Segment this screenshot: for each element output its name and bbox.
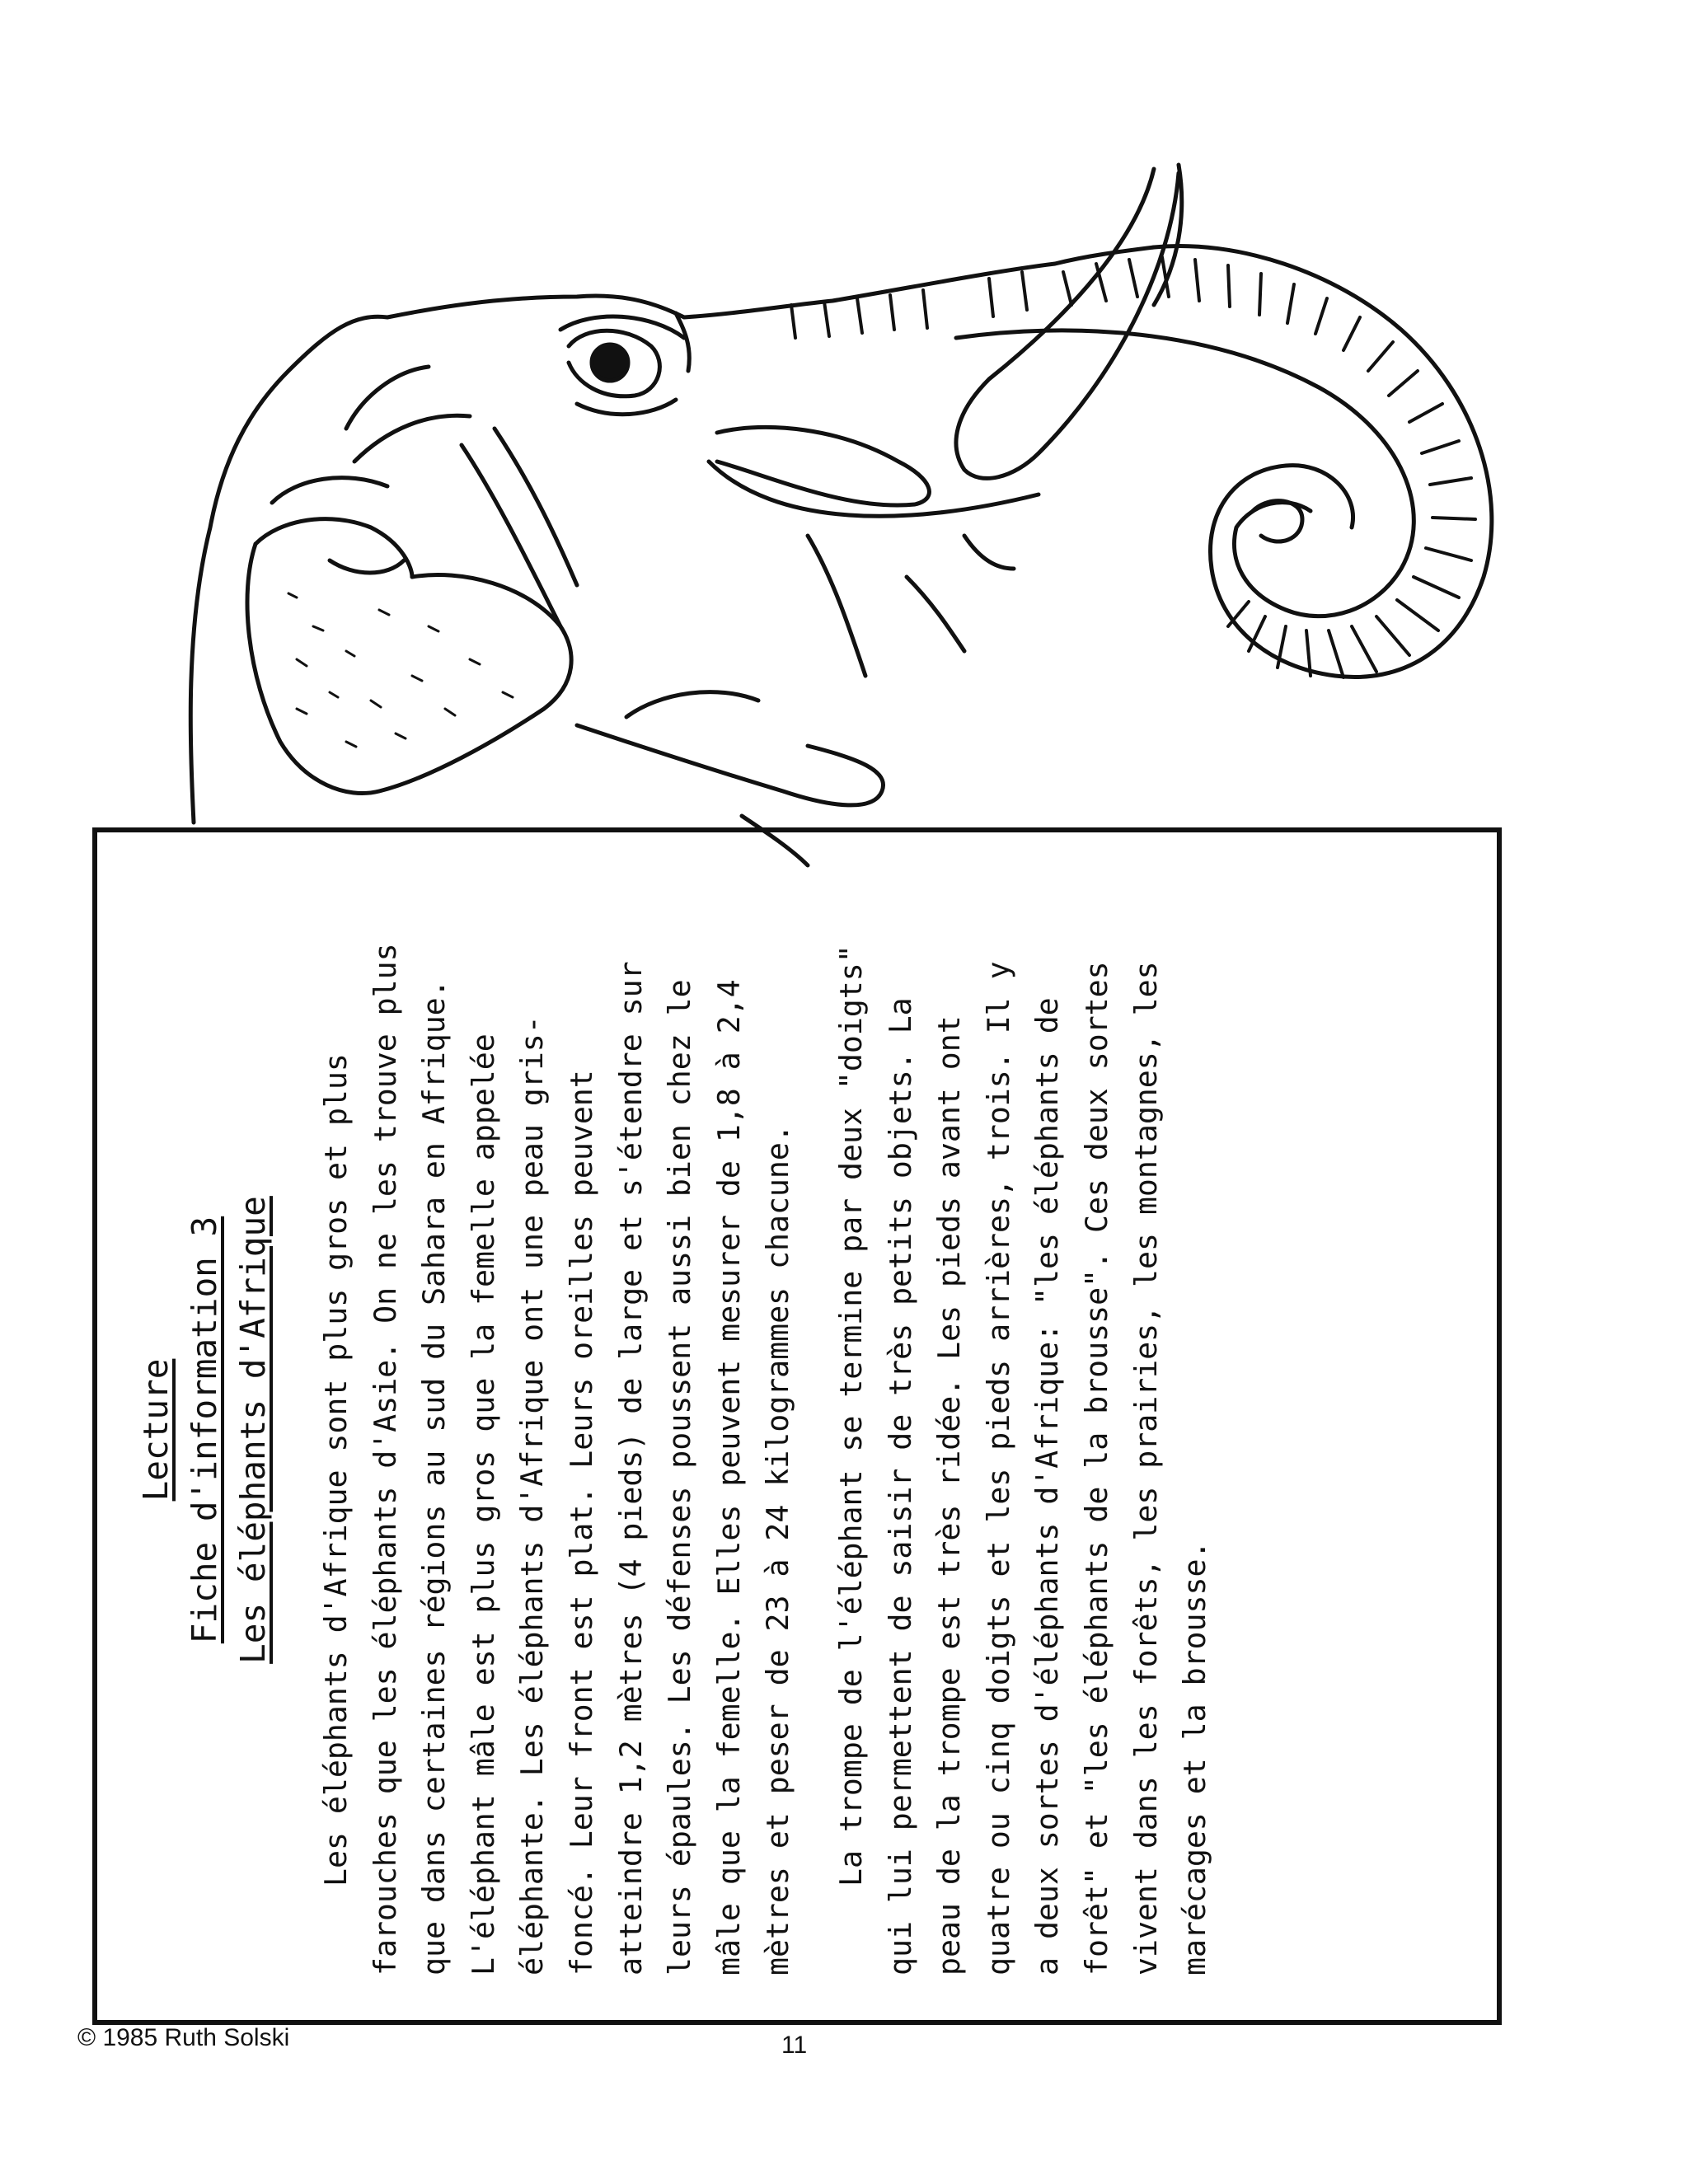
paragraph-line: éléphante. Les éléphants d'Afrique ont une peau gris-: [514, 1015, 551, 1975]
reading-text-block: [124, 861, 1442, 1999]
title-block: [124, 861, 278, 1999]
page-number: 11: [781, 2032, 808, 2059]
paragraph-2: [827, 863, 1220, 1975]
paragraph-line: foncé. Leur front est plat. Leurs oreilles peuvent: [563, 1070, 599, 1975]
copyright-notice: © 1985 Ruth Solski: [77, 2024, 290, 2051]
paragraph-line: La trompe de l'éléphant se termine par deux "doigts": [832, 944, 869, 1886]
paragraph-line: forêt" et "les éléphants de la brousse". Ces deux sortes: [1078, 961, 1114, 1975]
paragraph-line: atteindre 1,2 mètres (4 pieds) de large et s'étendre sur: [612, 961, 649, 1975]
paragraph-line: leurs épaules. Les défenses poussent aussi bien chez le: [662, 979, 698, 1975]
paragraph-line: Les éléphants d'Afrique sont plus gros et plus: [318, 1053, 354, 1886]
paragraph-line: mâle que la femelle. Elles peuvent mesurer de 1,8 à 2,4: [710, 979, 747, 1975]
paragraph-line: qui lui permettent de saisir de très petits objets. La: [882, 997, 918, 1975]
paragraph-line: a deux sortes d'éléphants d'Afrique: "les éléphants de: [1029, 997, 1066, 1975]
paragraph-line: que dans certaines régions au sud du Sahara en Afrique.: [416, 979, 452, 1975]
paragraph-line: vivent dans les forêts, les prairies, les montagnes, les: [1128, 961, 1164, 1975]
paragraph-line: marécages et la brousse.: [1177, 1540, 1213, 1975]
paragraph-line: L'éléphant mâle est plus gros que la femelle appelée: [465, 1033, 501, 1975]
heading-lecture: Lecture: [136, 1358, 176, 1502]
paragraph-1: [312, 863, 803, 1975]
heading-fiche: Fiche d'information 3: [185, 1216, 224, 1644]
body-text: [312, 863, 1220, 1975]
paragraph-line: farouches que les éléphants d'Asie. On ne les trouve plus: [367, 943, 403, 1975]
paragraph-line: mètres et peser de 23 à 24 kilogrammes chacune.: [760, 1124, 796, 1975]
paragraph-line: peau de la trompe est très ridée. Les pieds avant ont: [931, 1015, 968, 1975]
heading-title: Les éléphants d'Afrique: [233, 1196, 273, 1664]
paragraph-line: quatre ou cinq doigts et les pieds arrières, trois. Il y: [980, 961, 1016, 1975]
